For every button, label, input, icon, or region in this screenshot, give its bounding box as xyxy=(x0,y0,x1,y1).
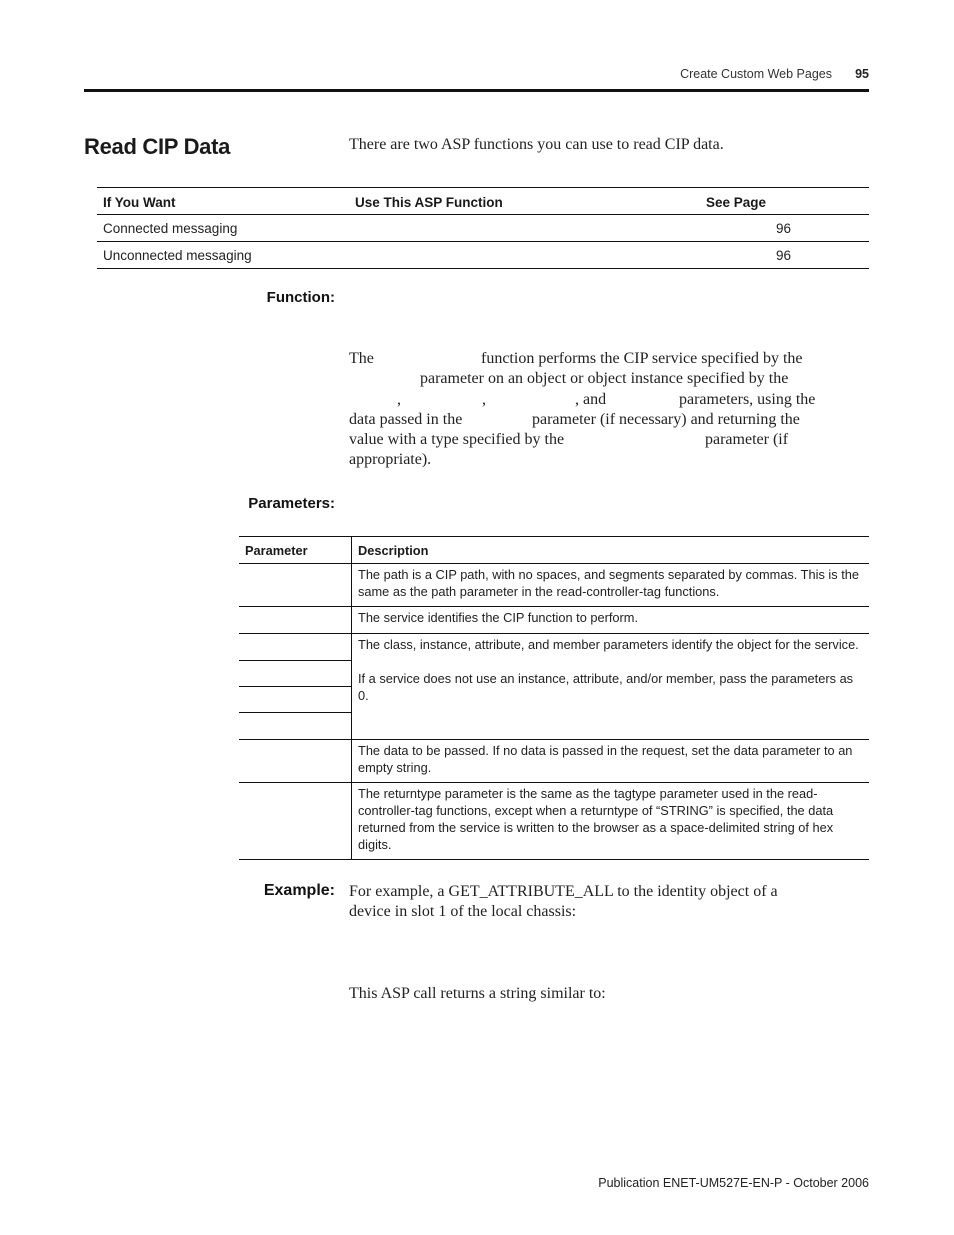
column-header-if-you-want: If You Want xyxy=(97,188,349,215)
row-divider xyxy=(239,686,351,687)
paragraph-line: parameter on an object or object instance specified by the xyxy=(420,370,789,388)
object-desc-line-1: The class, instance, attribute, and member parameters identify the object for the service. xyxy=(358,637,859,652)
example-line-2: device in slot 1 of the local chassis: xyxy=(349,903,577,921)
cell-want: Connected messaging xyxy=(97,215,349,242)
row-divider xyxy=(239,660,351,661)
desc-cell-data: The data to be passed. If no data is passed in the request, set the data parameter to an empty string. xyxy=(352,740,870,783)
cell-page: 96 xyxy=(700,242,869,269)
table-header-row xyxy=(239,537,869,564)
param-cell xyxy=(239,564,352,607)
paragraph-line: , , , and parameters, using the xyxy=(397,390,816,408)
table-header-row xyxy=(97,188,869,215)
desc-cell-object xyxy=(352,634,870,740)
paragraph-line: The function performs the CIP service specified by the xyxy=(349,350,803,367)
object-desc-line-2: If a service does not use an instance, attribute, and/or member, pass the parameters as 0. xyxy=(358,671,854,703)
table-row xyxy=(97,242,869,269)
running-header-title: Create Custom Web Pages xyxy=(680,67,832,81)
table-row xyxy=(239,564,869,607)
example-text xyxy=(349,882,778,923)
cell-function xyxy=(349,215,700,242)
param-cell-group xyxy=(239,634,352,740)
column-header-asp-function: Use This ASP Function xyxy=(349,188,700,215)
column-header-description: Description xyxy=(352,537,870,564)
parameters-table xyxy=(239,536,869,860)
cell-page: 96 xyxy=(700,215,869,242)
asp-functions-table xyxy=(97,187,869,269)
table-row xyxy=(239,634,869,740)
example-label: Example: xyxy=(263,882,335,899)
parameters-label: Parameters: xyxy=(248,495,335,512)
table-row xyxy=(239,783,869,860)
param-cell xyxy=(239,740,352,783)
header-rule xyxy=(84,89,869,92)
table-row xyxy=(239,740,869,783)
cell-function xyxy=(349,242,700,269)
example-line-1: For example, a GET_ATTRIBUTE_ALL to the identity object of a xyxy=(349,883,778,900)
paragraph-line: appropriate). xyxy=(349,451,432,469)
section-title: Read CIP Data xyxy=(84,134,231,159)
desc-cell-service: The service identifies the CIP function to perform. xyxy=(352,607,870,634)
intro-text: There are two ASP functions you can use to read CIP data. xyxy=(349,136,724,153)
cell-want: Unconnected messaging xyxy=(97,242,349,269)
param-cell xyxy=(239,783,352,860)
desc-cell-returntype: The returntype parameter is the same as the tagtype parameter used in the read-controller-tag functions, except when a returntype of “STRING” is specified, the data returned from the service is written to the browser as a space-delimited string of hex digits. xyxy=(352,783,870,860)
column-header-parameter: Parameter xyxy=(239,537,352,564)
table-row xyxy=(97,215,869,242)
page-number: 95 xyxy=(855,67,869,81)
row-divider xyxy=(239,712,351,713)
paragraph-line: data passed in the parameter (if necessary) and returning the xyxy=(349,410,800,428)
function-label: Function: xyxy=(266,289,335,306)
param-cell xyxy=(239,607,352,634)
column-header-see-page: See Page xyxy=(700,188,869,215)
function-description xyxy=(349,349,864,471)
paragraph-line: value with a type specified by the parameter (if xyxy=(349,431,789,449)
publication-footer: Publication ENET-UM527E-EN-P - October 2006 xyxy=(598,1176,869,1190)
example-returns-text: This ASP call returns a string similar to: xyxy=(349,985,606,1002)
table-row xyxy=(239,607,869,634)
desc-cell-path: The path is a CIP path, with no spaces, and segments separated by commas. This is the same as the path parameter in the read-controller-tag functions. xyxy=(352,564,870,607)
